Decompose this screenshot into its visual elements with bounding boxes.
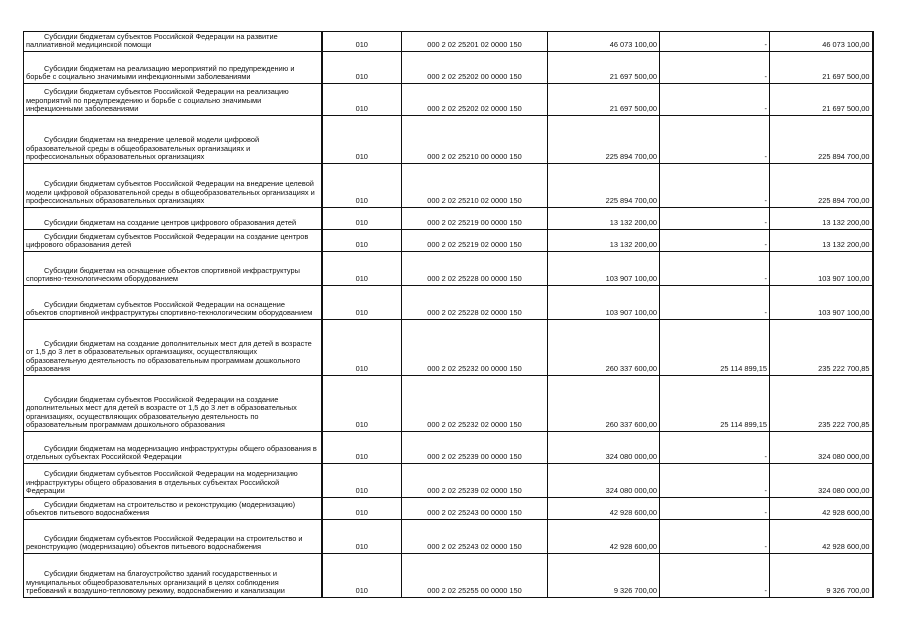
table-row (24, 230, 873, 252)
table-row (24, 286, 873, 320)
executed-amount-cell: 25 114 899,15 (660, 376, 770, 432)
approved-amount-cell: 260 337 600,00 (548, 376, 660, 432)
table-row (24, 252, 873, 286)
budget-classification-code-cell: 000 2 02 25210 00 0000 150 (402, 116, 548, 164)
table-row (24, 464, 873, 498)
remaining-amount-cell: 42 928 600,00 (770, 520, 873, 554)
budget-classification-code-cell: 000 2 02 25219 02 0000 150 (402, 230, 548, 252)
approved-amount-cell: 260 337 600,00 (548, 320, 660, 376)
table-body (24, 32, 873, 598)
remaining-amount-cell: 235 222 700,85 (770, 376, 873, 432)
table-row (24, 320, 873, 376)
line-code-cell: 010 (322, 520, 402, 554)
approved-amount-cell: 225 894 700,00 (548, 116, 660, 164)
line-code-cell: 010 (322, 432, 402, 464)
budget-classification-code-cell: 000 2 02 25255 00 0000 150 (402, 554, 548, 598)
income-name-cell: Субсидии бюджетам субъектов Российской Федерации на создание центров цифрового образования детей (24, 230, 322, 252)
remaining-amount-cell: 225 894 700,00 (770, 164, 873, 208)
approved-amount-cell: 324 080 000,00 (548, 432, 660, 464)
remaining-amount-cell: 42 928 600,00 (770, 498, 873, 520)
income-name-cell: Субсидии бюджетам субъектов Российской Федерации на создание дополнительных мест для детей в возрасте от 1,5 до 3 лет в образовательных организациях, осуществляющих образовательную деятельность по образовательным программам дошкольного образования (24, 376, 322, 432)
line-code-cell: 010 (322, 32, 402, 52)
executed-amount-cell: - (660, 252, 770, 286)
income-name-cell: Субсидии бюджетам на оснащение объектов спортивной инфраструктуры спортивно-технологическим оборудованием (24, 252, 322, 286)
income-name-cell: Субсидии бюджетам на реализацию мероприятий по предупреждению и борьбе с социально значимыми инфекционными заболеваниями (24, 52, 322, 84)
remaining-amount-cell: 13 132 200,00 (770, 230, 873, 252)
executed-amount-cell: - (660, 52, 770, 84)
budget-classification-code-cell: 000 2 02 25202 02 0000 150 (402, 84, 548, 116)
executed-amount-cell: 25 114 899,15 (660, 320, 770, 376)
line-code-cell: 010 (322, 52, 402, 84)
budget-report-sheet (23, 31, 874, 598)
income-name-cell: Субсидии бюджетам субъектов Российской Федерации на развитие паллиативной медицинской помощи (24, 32, 322, 52)
executed-amount-cell: - (660, 432, 770, 464)
line-code-cell: 010 (322, 376, 402, 432)
budget-classification-code-cell: 000 2 02 25239 02 0000 150 (402, 464, 548, 498)
remaining-amount-cell: 9 326 700,00 (770, 554, 873, 598)
table-row (24, 432, 873, 464)
line-code-cell: 010 (322, 84, 402, 116)
line-code-cell: 010 (322, 252, 402, 286)
executed-amount-cell: - (660, 208, 770, 230)
table-row (24, 208, 873, 230)
executed-amount-cell: - (660, 464, 770, 498)
executed-amount-cell: - (660, 286, 770, 320)
income-name-cell: Субсидии бюджетам субъектов Российской Федерации на внедрение целевой модели цифровой образовательной среды в общеобразовательных организациях и профессиональных образовательных организациях (24, 164, 322, 208)
income-name-cell: Субсидии бюджетам на строительство и реконструкцию (модернизацию) объектов питьевого водоснабжения (24, 498, 322, 520)
executed-amount-cell: - (660, 520, 770, 554)
budget-classification-code-cell: 000 2 02 25243 00 0000 150 (402, 498, 548, 520)
remaining-amount-cell: 21 697 500,00 (770, 52, 873, 84)
income-name-cell: Субсидии бюджетам субъектов Российской Федерации на модернизацию инфраструктуры общего образования в отдельных субъектах Российской Федерации (24, 464, 322, 498)
remaining-amount-cell: 324 080 000,00 (770, 464, 873, 498)
line-code-cell: 010 (322, 116, 402, 164)
line-code-cell: 010 (322, 230, 402, 252)
income-name-cell: Субсидии бюджетам субъектов Российской Федерации на строительство и реконструкцию (модернизацию) объектов питьевого водоснабжения (24, 520, 322, 554)
approved-amount-cell: 225 894 700,00 (548, 164, 660, 208)
executed-amount-cell: - (660, 164, 770, 208)
approved-amount-cell: 13 132 200,00 (548, 208, 660, 230)
table-row (24, 376, 873, 432)
line-code-cell: 010 (322, 286, 402, 320)
line-code-cell: 010 (322, 464, 402, 498)
executed-amount-cell: - (660, 32, 770, 52)
remaining-amount-cell: 235 222 700,85 (770, 320, 873, 376)
income-name-cell: Субсидии бюджетам на модернизацию инфраструктуры общего образования в отдельных субъектах Российской Федерации (24, 432, 322, 464)
approved-amount-cell: 103 907 100,00 (548, 286, 660, 320)
income-name-cell: Субсидии бюджетам на внедрение целевой модели цифровой образовательной среды в общеобразовательных организациях и профессиональных образовательных организациях (24, 116, 322, 164)
executed-amount-cell: - (660, 116, 770, 164)
approved-amount-cell: 103 907 100,00 (548, 252, 660, 286)
line-code-cell: 010 (322, 498, 402, 520)
approved-amount-cell: 42 928 600,00 (548, 520, 660, 554)
table-row (24, 554, 873, 598)
table-row (24, 116, 873, 164)
budget-income-table (23, 31, 874, 598)
executed-amount-cell: - (660, 554, 770, 598)
approved-amount-cell: 21 697 500,00 (548, 84, 660, 116)
approved-amount-cell: 13 132 200,00 (548, 230, 660, 252)
income-name-cell: Субсидии бюджетам субъектов Российской Федерации на реализацию мероприятий по предупреждению и борьбе с социально значимыми инфекционными заболеваниями (24, 84, 322, 116)
remaining-amount-cell: 103 907 100,00 (770, 252, 873, 286)
budget-classification-code-cell: 000 2 02 25243 02 0000 150 (402, 520, 548, 554)
remaining-amount-cell: 46 073 100,00 (770, 32, 873, 52)
budget-classification-code-cell: 000 2 02 25232 00 0000 150 (402, 320, 548, 376)
line-code-cell: 010 (322, 554, 402, 598)
budget-classification-code-cell: 000 2 02 25219 00 0000 150 (402, 208, 548, 230)
approved-amount-cell: 46 073 100,00 (548, 32, 660, 52)
budget-classification-code-cell: 000 2 02 25201 02 0000 150 (402, 32, 548, 52)
approved-amount-cell: 324 080 000,00 (548, 464, 660, 498)
approved-amount-cell: 42 928 600,00 (548, 498, 660, 520)
remaining-amount-cell: 13 132 200,00 (770, 208, 873, 230)
remaining-amount-cell: 103 907 100,00 (770, 286, 873, 320)
remaining-amount-cell: 21 697 500,00 (770, 84, 873, 116)
executed-amount-cell: - (660, 84, 770, 116)
line-code-cell: 010 (322, 164, 402, 208)
remaining-amount-cell: 324 080 000,00 (770, 432, 873, 464)
income-name-cell: Субсидии бюджетам на создание центров цифрового образования детей (24, 208, 322, 230)
table-row (24, 520, 873, 554)
table-row (24, 32, 873, 52)
approved-amount-cell: 9 326 700,00 (548, 554, 660, 598)
budget-classification-code-cell: 000 2 02 25239 00 0000 150 (402, 432, 548, 464)
executed-amount-cell: - (660, 230, 770, 252)
line-code-cell: 010 (322, 320, 402, 376)
budget-classification-code-cell: 000 2 02 25202 00 0000 150 (402, 52, 548, 84)
income-name-cell: Субсидии бюджетам субъектов Российской Федерации на оснащение объектов спортивной инфраструктуры спортивно-технологическим оборудованием (24, 286, 322, 320)
table-row (24, 52, 873, 84)
income-name-cell: Субсидии бюджетам на создание дополнительных мест для детей в возрасте от 1,5 до 3 лет в образовательных организациях, осуществляющих образовательную деятельность по образовательным программам дошкольного образования (24, 320, 322, 376)
table-row (24, 164, 873, 208)
table-row (24, 84, 873, 116)
line-code-cell: 010 (322, 208, 402, 230)
table-row (24, 498, 873, 520)
budget-classification-code-cell: 000 2 02 25228 00 0000 150 (402, 252, 548, 286)
remaining-amount-cell: 225 894 700,00 (770, 116, 873, 164)
income-name-cell: Субсидии бюджетам на благоустройство зданий государственных и муниципальных общеобразовательных организаций в целях соблюдения требований к воздушно-тепловому режиму, водоснабжению и канализации (24, 554, 322, 598)
budget-classification-code-cell: 000 2 02 25232 02 0000 150 (402, 376, 548, 432)
budget-classification-code-cell: 000 2 02 25228 02 0000 150 (402, 286, 548, 320)
executed-amount-cell: - (660, 498, 770, 520)
budget-classification-code-cell: 000 2 02 25210 02 0000 150 (402, 164, 548, 208)
approved-amount-cell: 21 697 500,00 (548, 52, 660, 84)
